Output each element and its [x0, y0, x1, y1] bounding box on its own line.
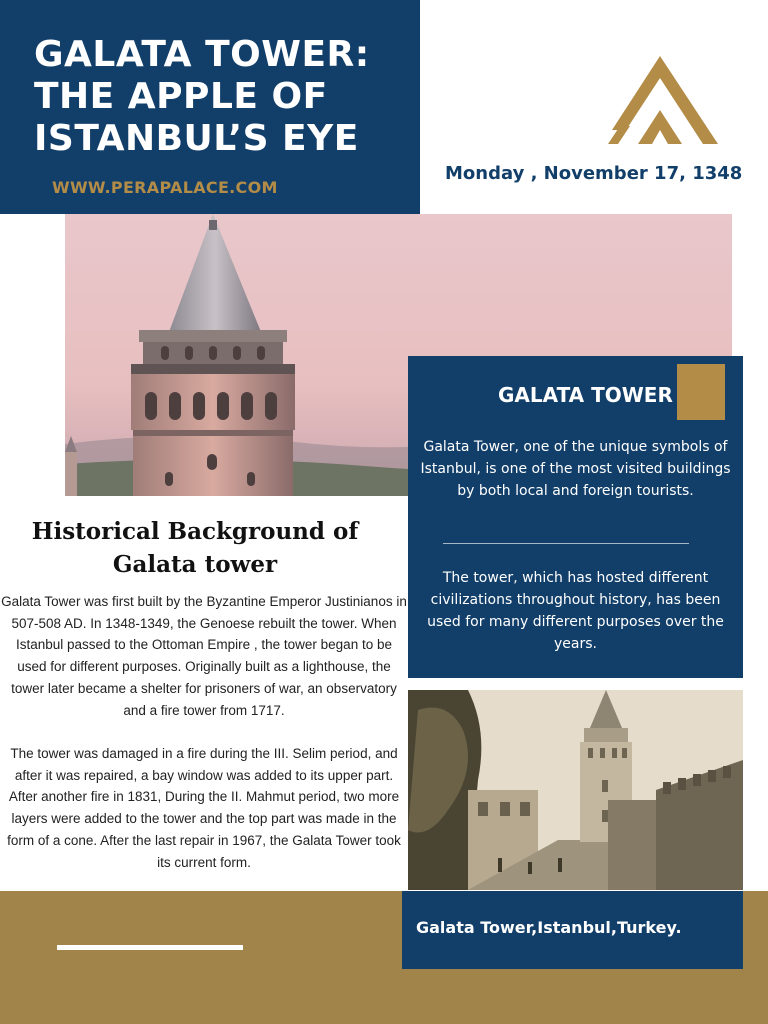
title-line: THE APPLE OF [34, 76, 328, 117]
history-paragraph: Galata Tower was first built by the Byzantine Emperor Justinianos in 507-508 AD. In 1348-1349, the Genoese rebuilt the tower. When Istanbul passed to the Ottoman Empire , the tower began to be used for different purposes. Originally built as a lighthouse, the tower later became a shelter for prisoners of war, an observatory and a fire tower from 1717. [1, 594, 407, 718]
info-paragraph: Galata Tower, one of the unique symbols of Istanbul, is one of the most visited buildings by both local and foreign tourists. [420, 439, 731, 499]
page-title [34, 34, 414, 160]
website-link[interactable]: WWW.PERAPALACE.COM [52, 178, 278, 197]
historic-tower-photo [408, 690, 743, 890]
info-heading: GALATA TOWER [498, 383, 673, 407]
divider [443, 543, 689, 544]
triangle-logo-icon [608, 56, 718, 148]
photo-caption: Galata Tower,Istanbul,Turkey. [416, 918, 682, 937]
date-text: Monday , November 17, 1348 [445, 163, 743, 184]
heading-line: Historical Background of [31, 518, 359, 545]
history-paragraph: The tower was damaged in a fire during the III. Selim period, and after it was repaired, a bay window was added to its upper part. After another fire in 1831, During the II. Mahmut period, two more layers were added to the tower and the top part was made in the form of a cone. After the last repair in 1967, the Galata Tower took its current form. [7, 746, 401, 870]
gold-square-decoration [677, 364, 725, 420]
history-heading [0, 515, 390, 581]
title-line: GALATA TOWER: [34, 34, 370, 75]
footer-accent-line [57, 945, 243, 950]
info-paragraph: The tower, which has hosted different civilizations throughout history, has been used for many different purposes over the years. [427, 570, 724, 652]
heading-line: Galata tower [112, 551, 278, 578]
title-line: ISTANBUL’S EYE [34, 118, 359, 159]
